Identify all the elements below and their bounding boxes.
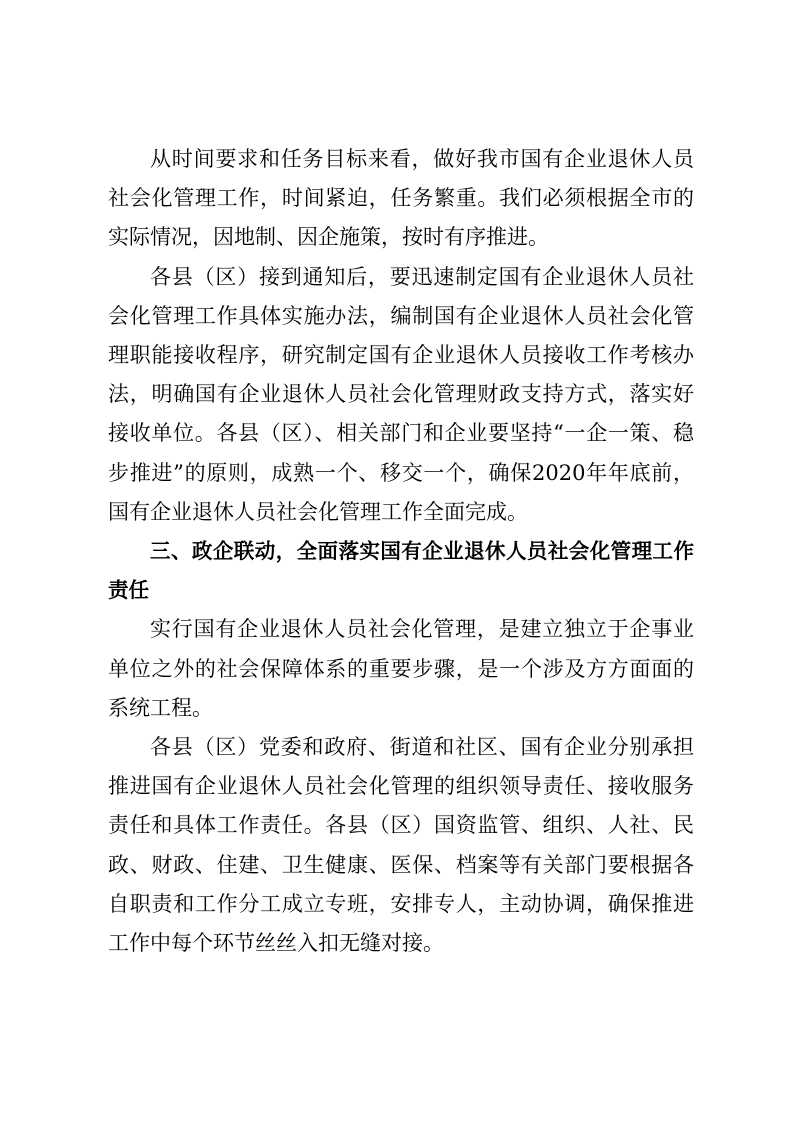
paragraph-responsibilities: 各县（区）党委和政府、街道和社区、国有企业分别承担推进国有企业退休人员社会化管理的组织领导责任、接收服务责任和具体工作责任。各县（区）国资监管、组织、人社、民政、财政、住建、卫生健康、医保、档案等有关部门要根据各自职责和工作分工成立专班，安排专人，主动协调，确保推进工作中每个环节丝丝入扣无缝对接。 [108, 735, 694, 956]
paragraph-social-security-system: 实行国有企业退休人员社会化管理，是建立独立于企事业单位之外的社会保障体系的重要步骤，是一个涉及方方面面的系统工程。 [108, 617, 694, 720]
paragraph-time-requirements: 从时间要求和任务目标来看，做好我市国有企业退休人员社会化管理工作，时间紧迫，任务繁重。我们必须根据全市的实际情况，因地制、因企施策，按时有序推进。 [108, 147, 694, 250]
document-body [108, 140, 694, 963]
section-heading-three: 三、政企联动，全面落实国有企业退休人员社会化管理工作责任 [108, 539, 694, 603]
paragraph-county-implementation: 各县（区）接到通知后，要迅速制定国有企业退休人员社会化管理工作具体实施办法，编制国有企业退休人员社会化管理职能接收程序，研究制定国有企业退休人员接收工作考核办法，明确国有企业退休人员社会化管理财政支持方式，落实好接收单位。各县（区）、相关部门和企业要坚持“一企一策、稳步推进”的原则，成熟一个、移交一个，确保2020年年底前，国有企业退休人员社会化管理工作全面完成。 [108, 264, 694, 524]
